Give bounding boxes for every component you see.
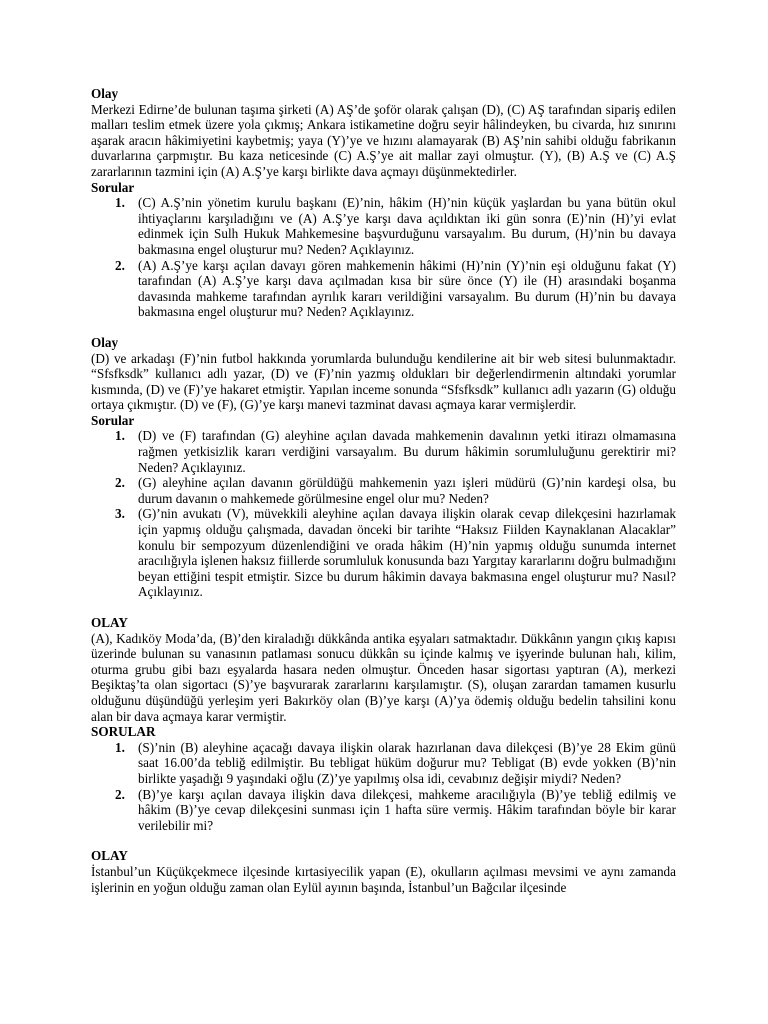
case-heading: OLAY (91, 848, 128, 864)
question-item (91, 195, 676, 257)
case-text: (A), Kadıköy Moda’da, (B)’den kiraladığı dükkânda antika eşyaları satmaktadır. Dükkânın yangın çıkış kapısı üzerinde bulunan su vanasının patlaması sonucu dükkân su içinde kalmış ve işyerinde bulunan halı, kilim, oturma grubu gibi bazı eşyalarda hasara neden olmuştur. Önceden hasar sigortası yaptıran (A), merkezi Beşiktaş’ta olan sigortacı (S)’ye başvurarak zararlarını karşılamıştır. (S), oluşan zarardan tamamen kusurlu olduğunu düşündüğü yerleşim yeri Bakırköy olan (B)’ye karşı (A)’ya ödemiş olduğu bedelin tahsilini konu alan bir dava açmaya karar vermiştir. (91, 630, 676, 724)
question-text: (B)’ye karşı açılan davaya ilişkin dava dilekçesi, mahkeme aracılığıyla (B)’ye tebliğ edilmiş ve hâkim (B)’ye cevap dilekçesini sunması için 1 hafta süre vermiş. Hâkim tarafından böyle bir karar verilebilir mi? (138, 786, 676, 833)
question-item (91, 428, 676, 475)
question-number: 1. (115, 195, 125, 211)
case-section (91, 86, 676, 320)
question-text: (D) ve (F) tarafından (G) aleyhine açılan davada mahkemenin davalının yetki itirazı olmamasına rağmen yetkisizlik kararı verdiğini varsayalım. Bu durum hâkimin sorumluluğunu gerektirir mi? Neden? Açıklayınız. (138, 428, 676, 475)
case-text: (D) ve arkadaşı (F)’nin futbol hakkında yorumlarda bulunduğu kendilerine ait bir web sitesi bulunmaktadır. “Sfsfksdk” kullanıcı adlı yazar, (D) ve (F)’nin yazmış oldukları bir değerlendirmenin altındaki yorumlar kısmında, (D) ve (F)’ye hakaret etmiştir. Yapılan inceme sonunda “Sfsfksdk” kullanıcı adlı yazarın (G) olduğu ortaya çıkmıştır. (D) ve (F), (G)’ye karşı manevi tazminat davası açmaya karar vermişlerdir. (91, 350, 676, 413)
questions-list (91, 195, 676, 320)
questions-list (91, 740, 676, 834)
questions-list (91, 428, 676, 600)
question-text: (A) A.Ş’ye karşı açılan davayı gören mahkemenin hâkimi (H)’nin (Y)’nin eşi olduğunu fakat (Y) tarafından (A) A.Ş’ye karşı dava açılmadan kısa bir süre önce (Y) ile (H) arasındaki boşanma davasında mahkeme tarafından ayrılık kararı verildiğini varsayalım. Bu durum (H)’nin bu davaya bakmasına engel oluşturur mu? Neden? Açıklayınız. (138, 257, 676, 320)
case-heading: OLAY (91, 615, 128, 630)
case-section (91, 848, 676, 895)
question-text: (C) A.Ş’nin yönetim kurulu başkanı (E)’nin, hâkim (H)’nin küçük yaşlardan bu yana bütün okul ihtiyaçlarını karşıladığını ve (A) A.Ş’ye karşı dava açıldıktan iki gün sonra (E)’nin (H)’yi evlat edinmek için Sulh Hukuk Mahkemesine başvurduğunu varsayalım. Bu durum, (H)’nin bu davaya bakmasına engel oluşturur mu? Neden? Açıklayınız. (138, 195, 676, 257)
case-text: İstanbul’un Küçükçekmece ilçesinde kırtasiyecilik yapan (E), okulların açılması mevsimi ve aynı zamanda işlerinin en yoğun olduğu zaman olan Eylül ayının başında, İstanbul’un Bağcılar ilçesinde (91, 863, 676, 895)
question-number: 1. (115, 739, 125, 755)
questions-heading: Sorular (91, 412, 135, 428)
questions-heading: Sorular (91, 179, 135, 195)
question-number: 1. (115, 428, 125, 444)
question-number: 2. (115, 786, 125, 802)
question-text: (S)’nin (B) aleyhine açacağı davaya ilişkin olarak hazırlanan dava dilekçesi (B)’ye 28 Ekim günü saat 16.00’da tebliğ edilmiştir. Bu tebligat hüküm doğurur mu? Tebligat (B) evde yokken (B)’nin birlikte yaşadığı 9 yaşındaki oğlu (Z)’ye yapılmış olsa idi, cevabınız değişir miydi? Neden? (138, 739, 676, 786)
questions-heading: SORULAR (91, 724, 156, 740)
document-content (91, 86, 676, 910)
question-text: (G) aleyhine açılan davanın görüldüğü mahkemenin yazı işleri müdürü (G)’nin kardeşi olsa, bu durum davanın o mahkemede görülmesine engel olur mu? Neden? (138, 475, 676, 506)
question-text: (G)’nin avukatı (V), müvekkili aleyhine açılan davaya ilişkin olarak cevap dilekçesini hazırlamak için yapmış olduğu çalışmada, davadan önceki bir tarihte “Haksız Fiilden Kaynaklanan Alacaklar” konulu bir sempozyum düzenlendiğini ve orada hâkim (H)’nin yapmış olduğu sunumda internet aracılığıyla işlenen haksız fiillerde sorumluluk konusunda bazı Yargıtay kararlarını doğru bulmadığını beyan ettiğini tespit etmiştir. Sizce bu durum hâkimin davaya bakmasına engel oluşturur mu? Nasıl? Açıklayınız. (138, 506, 676, 600)
question-number: 2. (115, 257, 125, 273)
case-heading: Olay (91, 334, 119, 350)
question-item (91, 506, 676, 600)
question-number: 3. (115, 506, 125, 522)
case-text: Merkezi Edirne’de bulunan taşıma şirketi (A) AŞ’de şoför olarak çalışan (D), (C) AŞ tarafından sipariş edilen malları teslim etmek üzere yola çıkmış; Ankara istikametine doğru seyir hâlindeyken, bu civarda, hız sınırını aşarak aracın hâkimiyetini kaybetmiş; yaya (Y)’ye ve hızını alamayarak (B) AŞ’nin sahibi olduğu fabrikanın duvarlarına çarpmıştır. Bu kaza neticesinde (C) A.Ş’ye ait mallar zayi olmuştur. (Y), (B) A.Ş ve (C) A.Ş zararlarının tazmini için (A) A.Ş’ye karşı birlikte dava açmayı düşünmektedirler. (91, 101, 676, 179)
question-item (91, 475, 676, 506)
question-number: 2. (115, 475, 125, 491)
question-item (91, 740, 676, 787)
case-section (91, 335, 676, 600)
case-section (91, 615, 676, 833)
case-heading: Olay (91, 86, 119, 101)
question-item (91, 258, 676, 320)
question-item (91, 787, 676, 834)
